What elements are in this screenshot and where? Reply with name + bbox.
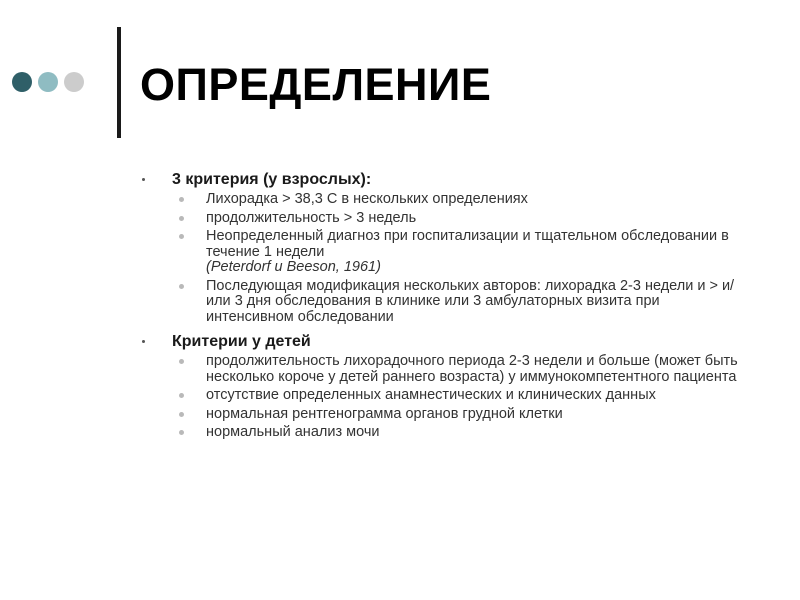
slide-title: ОПРЕДЕЛЕНИЕ	[140, 59, 492, 110]
bullet-icon	[179, 284, 184, 289]
slide-content	[142, 170, 742, 444]
bullet-icon	[179, 412, 184, 417]
list-item-text: нормальный анализ мочи	[206, 424, 380, 440]
list-item-text: продолжительность > 3 недель	[206, 209, 417, 226]
dot-light-teal-icon	[38, 72, 58, 92]
list-item	[206, 229, 742, 276]
list-item-text: Неопределенный диагноз при госпитализации и тщательном обследовании в течение 1 недели	[206, 228, 729, 260]
list-item	[206, 279, 742, 326]
adults-heading	[142, 170, 742, 189]
dot-gray-icon	[64, 72, 84, 92]
list-item	[206, 407, 742, 423]
list-item-text: продолжительность лихорадочного периода 2-3 недели и больше (может быть несколько короче у детей раннего возраста) у иммунокомпетентного пациента	[206, 353, 738, 385]
decorative-dots	[12, 72, 84, 92]
list-item-text: отсутствие определенных анамнестических и клинических данных	[206, 387, 656, 403]
bullet-icon	[179, 197, 184, 202]
bullet-icon	[142, 340, 145, 343]
bullet-icon	[179, 216, 184, 221]
dot-dark-icon	[12, 72, 32, 92]
list-item-text: Лихорадка > 38,3 С в нескольких определениях	[206, 191, 528, 207]
bullet-icon	[179, 234, 184, 239]
list-item	[206, 354, 742, 385]
list-item	[206, 192, 742, 208]
children-heading	[142, 332, 742, 351]
list-item	[206, 211, 742, 227]
list-item-text: Последующая модификация нескольких авторов: лихорадка 2-3 недели и > и/или 3 дня обследования в клинике или 3 амбулаторных визита при интенсивном обследовании	[206, 277, 735, 325]
title-divider	[117, 27, 121, 138]
citation: (Peterdorf u Beeson, 1961)	[206, 259, 381, 275]
bullet-icon	[142, 178, 145, 181]
children-heading-text: Критерии у детей	[172, 333, 311, 350]
list-item-text: нормальная рентгенограмма органов грудной клетки	[206, 405, 563, 422]
list-item	[206, 388, 742, 404]
bullet-icon	[179, 359, 184, 364]
list-item	[206, 425, 742, 441]
bullet-icon	[179, 430, 184, 435]
bullet-icon	[179, 393, 184, 398]
adults-heading-text: 3 критерия (у взрослых):	[172, 171, 372, 188]
